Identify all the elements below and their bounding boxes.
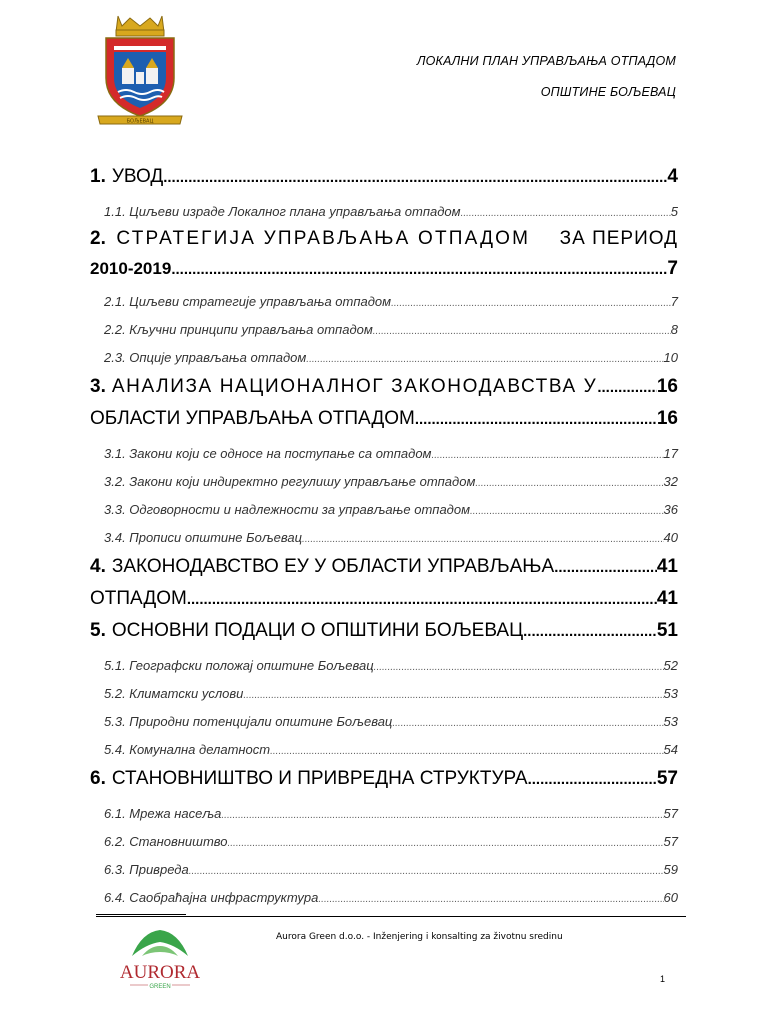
toc-leader-dots bbox=[318, 894, 663, 905]
toc-entry-5-1[interactable] bbox=[90, 652, 678, 680]
toc-page: 17 bbox=[663, 446, 678, 461]
toc-page: 7 bbox=[667, 258, 678, 279]
toc-page: 32 bbox=[663, 474, 678, 489]
toc-title: 6.4. Саобраћајна инфраструктура bbox=[104, 890, 319, 905]
toc-page: 54 bbox=[663, 742, 678, 757]
footer-divider-short bbox=[96, 914, 186, 915]
toc-page: 40 bbox=[663, 530, 678, 545]
toc-title: 2.2. Кључни принципи управљања отпадом bbox=[104, 322, 373, 337]
toc-number: 3. bbox=[90, 376, 106, 397]
toc-title: ОСНОВНИ ПОДАЦИ О ОПШТИНИ БОЉЕВАЦ bbox=[111, 620, 524, 641]
toc-entry-2-1[interactable] bbox=[90, 288, 678, 316]
toc-title: 5.3. Природни потенцијали општине Бољевац bbox=[104, 714, 393, 729]
toc-leader-dots bbox=[187, 591, 657, 608]
toc-number: 4. bbox=[90, 556, 106, 577]
toc-entry-1-1[interactable] bbox=[90, 198, 678, 226]
toc-title: 3.4. Прописи општине Бољевац bbox=[104, 530, 303, 545]
toc-entry-3-1[interactable] bbox=[90, 440, 678, 468]
document-header bbox=[417, 54, 676, 99]
toc-leader-dots bbox=[373, 326, 671, 337]
toc-leader-dots bbox=[163, 169, 667, 186]
toc-page: 41 bbox=[656, 588, 678, 609]
toc-leader-dots bbox=[171, 261, 667, 278]
toc-entry-3[interactable] bbox=[90, 376, 678, 408]
toc-page: 7 bbox=[670, 294, 678, 309]
toc-title: 3.1. Закони који се односе на поступање са отпадом bbox=[104, 446, 432, 461]
toc-page: 41 bbox=[656, 556, 678, 577]
toc-page: 4 bbox=[667, 166, 678, 187]
toc-leader-dots bbox=[528, 771, 657, 788]
toc-page: 57 bbox=[663, 806, 678, 821]
toc-title: 5.1. Географски положај општине Бољевац bbox=[104, 658, 374, 673]
toc-page: 36 bbox=[663, 502, 678, 517]
header-line-2: ОПШТИНЕ БОЉЕВАЦ bbox=[540, 85, 676, 99]
toc-entry-1[interactable] bbox=[90, 166, 678, 198]
toc-page: 59 bbox=[663, 862, 678, 877]
toc-page: 51 bbox=[656, 620, 678, 641]
toc-title: 5.4. Комунална делатност bbox=[104, 742, 271, 757]
toc-leader-dots bbox=[189, 866, 664, 877]
toc-title-line-2: 2010-2019 bbox=[90, 259, 172, 278]
toc-entry-2-2[interactable] bbox=[90, 316, 678, 344]
toc-title: 3.2. Закони који индиректно регулишу управљање отпадом bbox=[104, 474, 476, 489]
toc-title: 6.2. Становништво bbox=[104, 834, 228, 849]
toc-entry-4-cont[interactable] bbox=[90, 588, 678, 620]
toc-page: 57 bbox=[663, 834, 678, 849]
footer-company-text: Aurora Green d.o.o. - Inženjering i konsalting za životnu sredinu bbox=[276, 932, 563, 942]
toc-title: ОТПАДОМ bbox=[90, 588, 187, 609]
toc-entry-6-4[interactable] bbox=[90, 884, 678, 912]
toc-title: 2.3. Опције управљања отпадом bbox=[104, 350, 307, 365]
toc-title: 1.1. Циљеви израде Локалног плана управљања отпадом bbox=[104, 204, 461, 219]
toc-page: 16 bbox=[656, 376, 678, 397]
toc-leader-dots bbox=[391, 298, 671, 309]
toc-number: 2. bbox=[90, 228, 106, 249]
logo-word: AURORA bbox=[119, 962, 201, 983]
toc-title-part-2: ЗА ПЕРИОД bbox=[559, 228, 678, 249]
toc-entry-4[interactable] bbox=[90, 556, 678, 588]
crest-banner-text: БОЉЕВАЦ bbox=[126, 118, 154, 125]
toc-title: 2.1. Циљеви стратегије управљања отпадом bbox=[104, 294, 392, 309]
toc-entry-5-2[interactable] bbox=[90, 680, 678, 708]
toc-page: 57 bbox=[656, 768, 678, 789]
toc-leader-dots bbox=[302, 534, 663, 545]
table-of-contents bbox=[90, 166, 678, 912]
toc-leader-dots bbox=[597, 379, 657, 396]
header-line-1: ЛОКАЛНИ ПЛАН УПРАВЉАЊА ОТПАДОМ bbox=[416, 54, 676, 68]
toc-title: ЗАКОНОДАВСТВО ЕУ У ОБЛАСТИ УПРАВЉАЊА bbox=[111, 556, 555, 577]
toc-page: 53 bbox=[663, 686, 678, 701]
toc-title: АНАЛИЗА НАЦИОНАЛНОГ ЗАКОНОДАВСТВА У bbox=[111, 376, 598, 397]
toc-title: 5.2. Климатски услови bbox=[104, 686, 244, 701]
toc-title: СТАНОВНИШТВО И ПРИВРЕДНА СТРУКТУРА bbox=[111, 768, 528, 789]
toc-title: ОБЛАСТИ УПРАВЉАЊА ОТПАДОМ bbox=[90, 408, 415, 429]
toc-entry-3-3[interactable] bbox=[90, 496, 678, 524]
toc-leader-dots bbox=[221, 810, 663, 821]
toc-leader-dots bbox=[431, 450, 663, 461]
toc-number: 5. bbox=[90, 620, 106, 641]
toc-leader-dots bbox=[415, 411, 657, 428]
toc-leader-dots bbox=[461, 208, 671, 219]
toc-page: 53 bbox=[663, 714, 678, 729]
toc-entry-6-3[interactable] bbox=[90, 856, 678, 884]
toc-entry-5[interactable] bbox=[90, 620, 678, 652]
toc-page: 16 bbox=[656, 408, 678, 429]
toc-title: СТРАТЕГИЈА УПРАВЉАЊА ОТПАДОМ bbox=[116, 228, 531, 249]
toc-page: 8 bbox=[670, 322, 678, 337]
aurora-green-logo bbox=[112, 926, 208, 996]
toc-leader-dots bbox=[470, 506, 664, 517]
toc-title: 6.1. Мрежа насеља bbox=[104, 806, 222, 821]
toc-title-part bbox=[90, 228, 530, 250]
toc-entry-2[interactable] bbox=[90, 228, 678, 288]
toc-leader-dots bbox=[475, 478, 663, 489]
toc-page: 10 bbox=[663, 350, 678, 365]
toc-number: 1. bbox=[90, 166, 106, 187]
toc-leader-dots bbox=[523, 623, 657, 640]
toc-leader-dots bbox=[554, 559, 657, 576]
toc-leader-dots bbox=[243, 690, 663, 701]
toc-entry-3-2[interactable] bbox=[90, 468, 678, 496]
toc-entry-3-4[interactable] bbox=[90, 524, 678, 552]
logo-subword: GREEN bbox=[149, 984, 171, 990]
toc-entry-6-2[interactable] bbox=[90, 828, 678, 856]
footer-divider bbox=[96, 916, 686, 917]
toc-entry-6-1[interactable] bbox=[90, 800, 678, 828]
toc-entry-5-4[interactable] bbox=[90, 736, 678, 764]
toc-page: 60 bbox=[663, 890, 678, 905]
toc-leader-dots bbox=[306, 354, 663, 365]
toc-entry-5-3[interactable] bbox=[90, 708, 678, 736]
toc-entry-3-cont[interactable] bbox=[90, 408, 678, 440]
toc-page: 5 bbox=[670, 204, 678, 219]
toc-entry-6[interactable] bbox=[90, 768, 678, 800]
toc-title: УВОД bbox=[111, 166, 164, 187]
toc-title: 3.3. Одговорности и надлежности за управљање отпадом bbox=[104, 502, 470, 517]
toc-page: 52 bbox=[663, 658, 678, 673]
page-number: 1 bbox=[660, 974, 666, 984]
toc-leader-dots bbox=[228, 838, 664, 849]
toc-title: 6.3. Привреда bbox=[104, 862, 189, 877]
toc-number: 6. bbox=[90, 768, 106, 789]
toc-leader-dots bbox=[270, 746, 663, 757]
toc-leader-dots bbox=[392, 718, 663, 729]
municipal-crest-logo bbox=[96, 12, 184, 126]
toc-entry-2-3[interactable] bbox=[90, 344, 678, 372]
toc-leader-dots bbox=[374, 662, 664, 673]
